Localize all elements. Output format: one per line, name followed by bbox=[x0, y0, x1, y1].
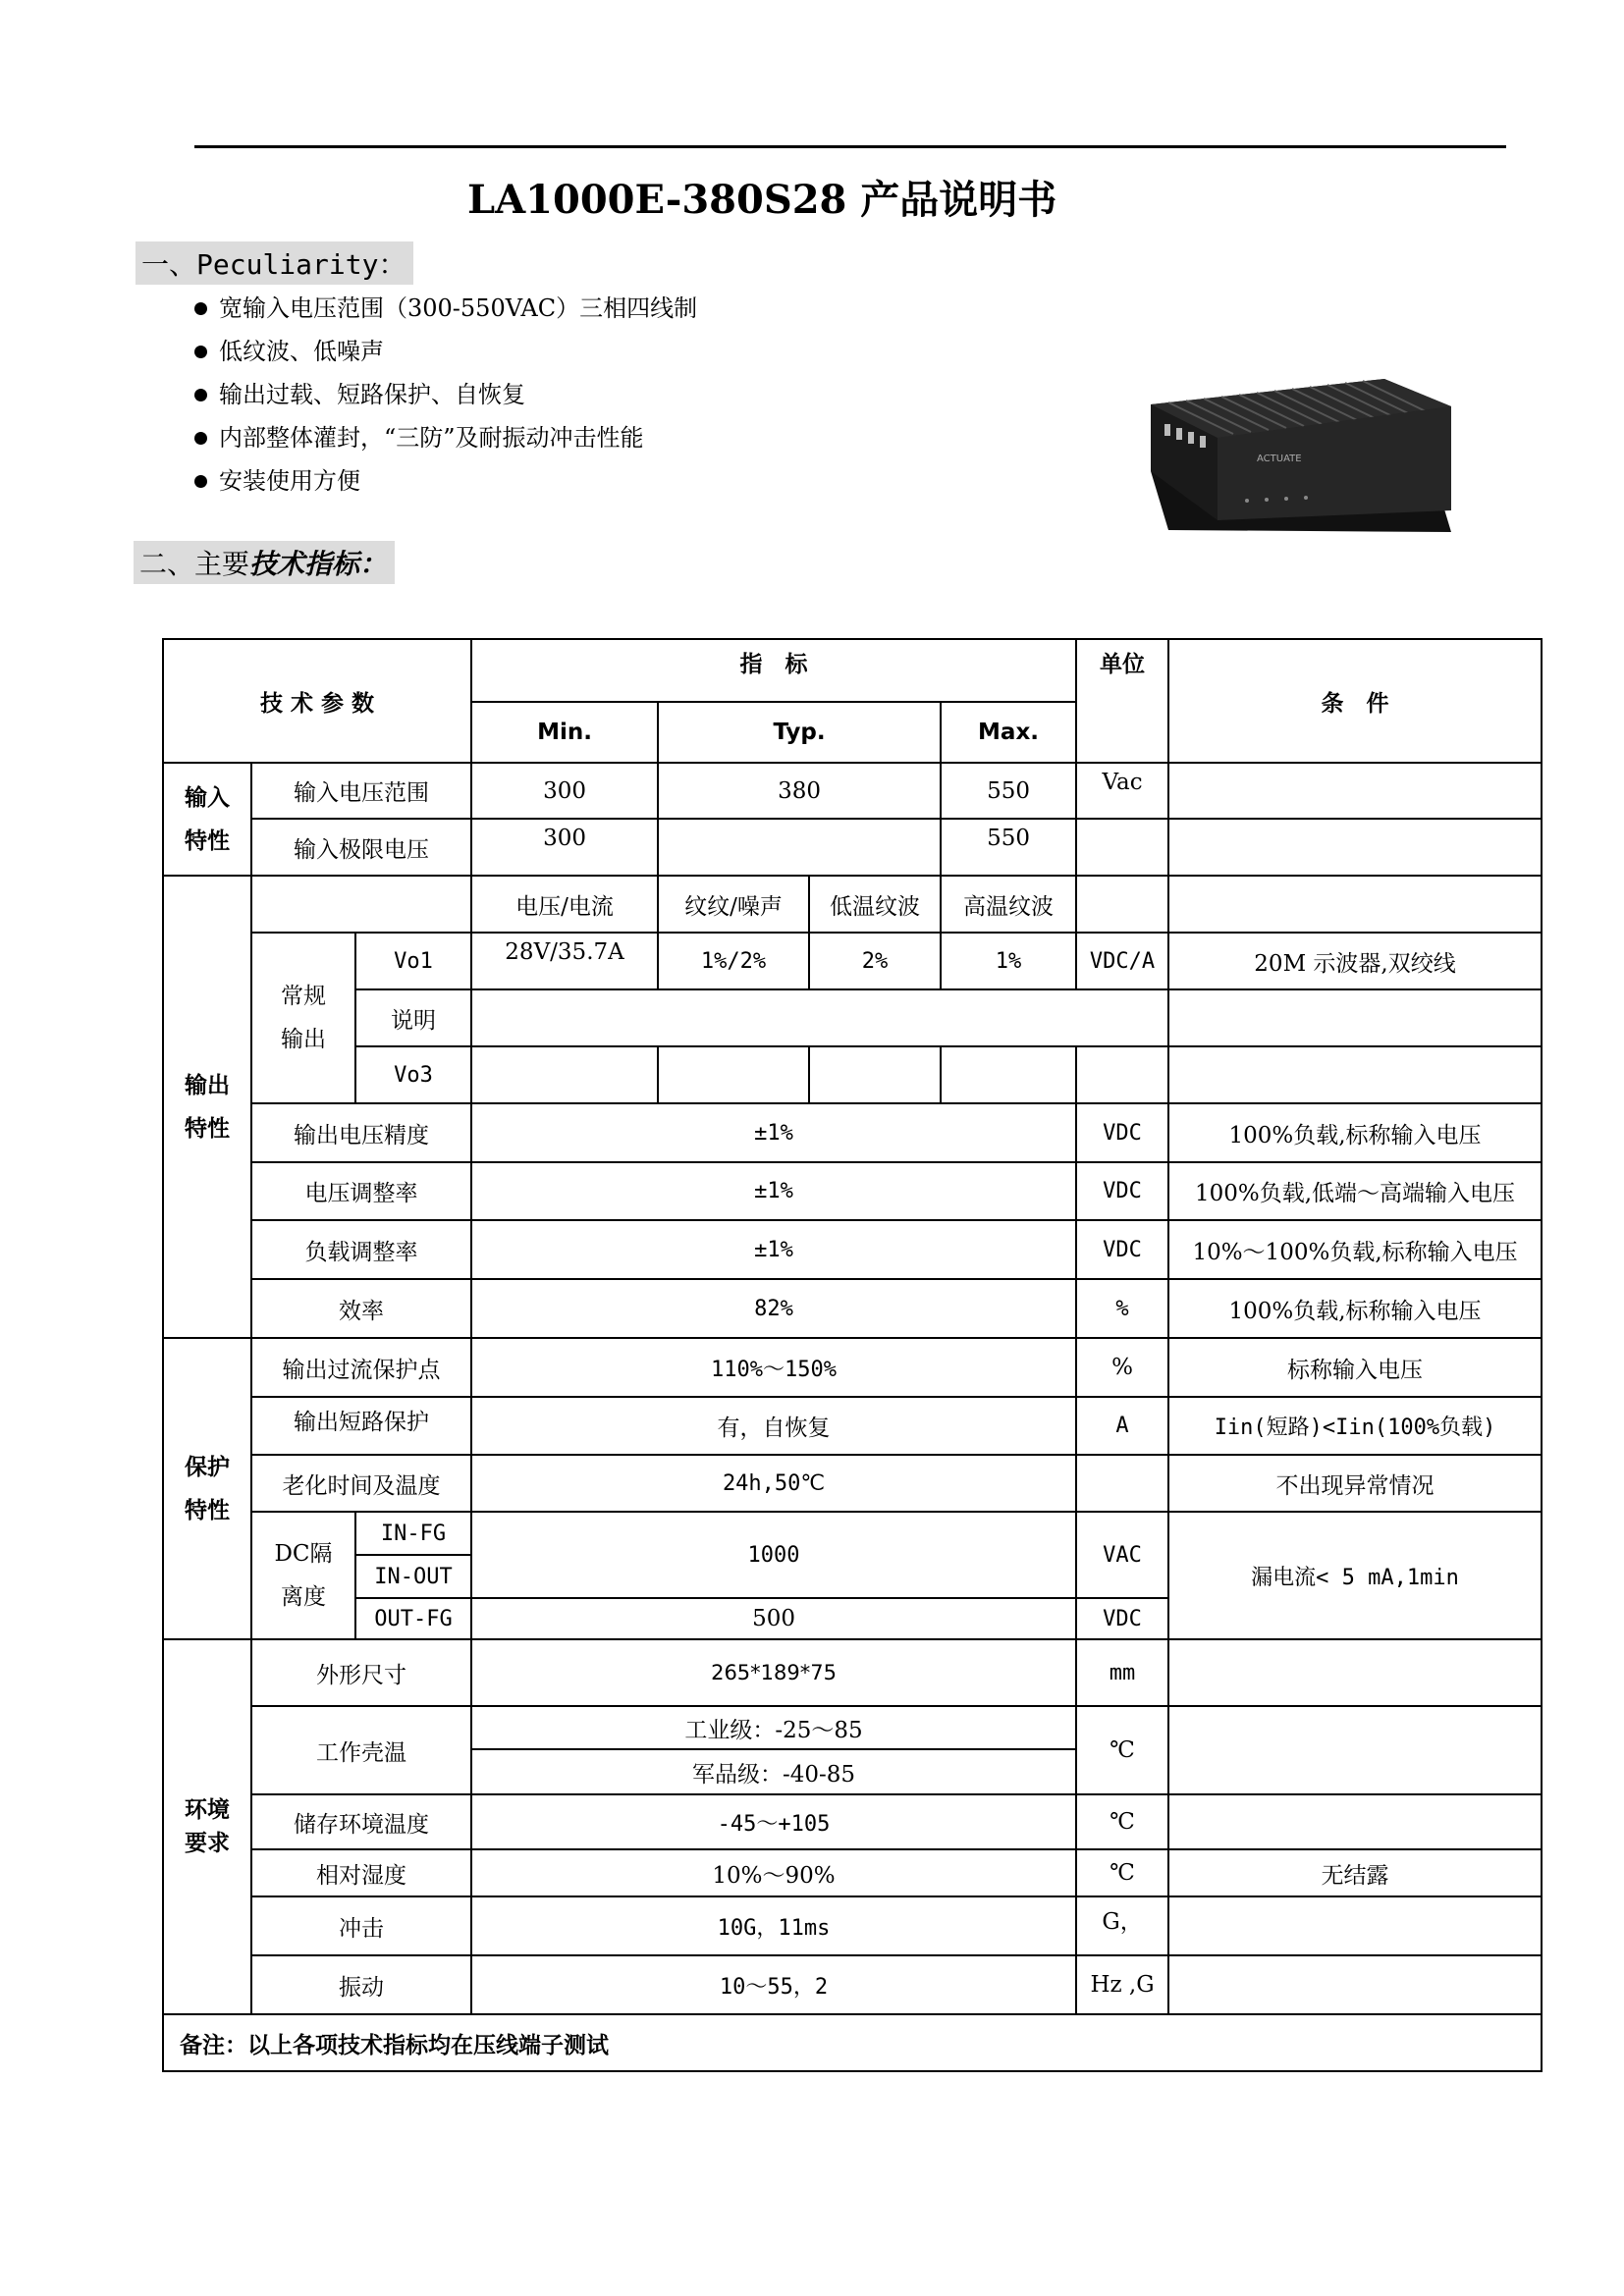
section-specs bbox=[134, 541, 395, 584]
feature-text: 低纹波、低噪声 bbox=[219, 338, 384, 365]
table-row bbox=[163, 1955, 1542, 2014]
cell-blank bbox=[251, 876, 471, 933]
vo1-high: 1% bbox=[941, 933, 1076, 989]
vo1-label: Vo1 bbox=[355, 933, 471, 989]
col-ripple-noise: 纹纹/噪声 bbox=[658, 876, 809, 933]
row-label: 电压调整率 bbox=[251, 1162, 471, 1220]
section-number: 一、 bbox=[141, 248, 197, 281]
in-out-label: IN-OUT bbox=[355, 1555, 471, 1598]
section-label: 技术指标： bbox=[249, 548, 388, 580]
header-unit: 单位 bbox=[1076, 639, 1168, 763]
row-label: 储存环境温度 bbox=[251, 1794, 471, 1849]
cell-unit: % bbox=[1076, 1279, 1168, 1338]
list-item bbox=[194, 416, 697, 459]
cell-cond: 不出现异常情况 bbox=[1168, 1455, 1542, 1512]
table-row bbox=[163, 1397, 1542, 1455]
bullet-icon bbox=[194, 475, 207, 488]
table-row bbox=[163, 1706, 1542, 1749]
cell-value: 82% bbox=[471, 1279, 1076, 1338]
row-label: 相对湿度 bbox=[251, 1849, 471, 1896]
row-label: 输出短路保护 bbox=[251, 1397, 471, 1455]
cell-unit: ℃ bbox=[1076, 1706, 1168, 1794]
feature-text: 安装使用方便 bbox=[219, 467, 360, 495]
cell-unit: ℃ bbox=[1076, 1794, 1168, 1849]
table-row bbox=[163, 876, 1542, 933]
group-environment: 环境 要求 bbox=[163, 1639, 251, 2014]
cell-value: 110%～150% bbox=[471, 1338, 1076, 1397]
cell-min: 300 bbox=[471, 763, 658, 819]
cell-cond: 100%负载,标称输入电压 bbox=[1168, 1279, 1542, 1338]
cell-unit bbox=[1076, 819, 1168, 876]
header-max: Max. bbox=[941, 702, 1076, 763]
row-label: 效率 bbox=[251, 1279, 471, 1338]
table-row bbox=[163, 1046, 1542, 1103]
vo1-cond: 20M 示波器,双绞线 bbox=[1168, 933, 1542, 989]
cell-value: 10G，11ms bbox=[471, 1896, 1076, 1955]
cell-value: 10～55，2 bbox=[471, 1955, 1076, 2014]
cell-blank bbox=[658, 1046, 809, 1103]
list-item bbox=[194, 373, 697, 416]
table-row bbox=[163, 819, 1542, 876]
cell-unit bbox=[1076, 1455, 1168, 1512]
cell-blank bbox=[809, 1046, 941, 1103]
cell-cond: 无结露 bbox=[1168, 1849, 1542, 1896]
vo3-label: Vo3 bbox=[355, 1046, 471, 1103]
cell-cond bbox=[1168, 763, 1542, 819]
cell-unit: ℃ bbox=[1076, 1849, 1168, 1896]
cell-cond: 标称输入电压 bbox=[1168, 1338, 1542, 1397]
row-label: 输出过流保护点 bbox=[251, 1338, 471, 1397]
cell-unit: Hz ,G bbox=[1076, 1955, 1168, 2014]
table-row bbox=[163, 1220, 1542, 1279]
table-row bbox=[163, 933, 1542, 989]
cell-max: 550 bbox=[941, 763, 1076, 819]
isolation-unit-2: VDC bbox=[1076, 1598, 1168, 1639]
group-input: 输入 特性 bbox=[163, 763, 251, 876]
row-label: 外形尺寸 bbox=[251, 1639, 471, 1706]
table-row bbox=[163, 1103, 1542, 1162]
col-low-temp-ripple: 低温纹波 bbox=[809, 876, 941, 933]
cell-value: 有，自恢复 bbox=[471, 1397, 1076, 1455]
bullet-icon bbox=[194, 302, 207, 315]
group-output: 输出 特性 bbox=[163, 876, 251, 1338]
cell-cond: 10%～100%负载,标称输入电压 bbox=[1168, 1220, 1542, 1279]
row-label: 老化时间及温度 bbox=[251, 1455, 471, 1512]
cell-cond bbox=[1168, 989, 1542, 1046]
cell-typ: 380 bbox=[658, 763, 941, 819]
isolation-value-1: 1000 bbox=[471, 1512, 1076, 1598]
cell-cond: 100%负载,标称输入电压 bbox=[1168, 1103, 1542, 1162]
section-label: Peculiarity： bbox=[196, 248, 406, 281]
feature-text: 内部整体灌封，“三防”及耐振动冲击性能 bbox=[219, 424, 644, 452]
table-row bbox=[163, 639, 1542, 702]
note-value bbox=[471, 989, 1168, 1046]
cell-value: 265*189*75 bbox=[471, 1639, 1076, 1706]
page-title: LA1000E-380S28 产品说明书 bbox=[467, 177, 1057, 223]
spec-table bbox=[162, 638, 1543, 2072]
table-row bbox=[163, 1794, 1542, 1849]
product-photo bbox=[1139, 363, 1463, 540]
vo1-low: 2% bbox=[809, 933, 941, 989]
table-row bbox=[163, 1279, 1542, 1338]
cell-blank bbox=[941, 1046, 1076, 1103]
list-item bbox=[194, 287, 697, 330]
cell-value: ±1% bbox=[471, 1103, 1076, 1162]
cell-unit: mm bbox=[1076, 1639, 1168, 1706]
note-label: 说明 bbox=[355, 989, 471, 1046]
isolation-label: DC隔 离度 bbox=[251, 1512, 355, 1639]
header-typ: Typ. bbox=[658, 702, 941, 763]
cell-cond: 100%负载,低端～高端输入电压 bbox=[1168, 1162, 1542, 1220]
header-min: Min. bbox=[471, 702, 658, 763]
cell-unit: VDC bbox=[1076, 1103, 1168, 1162]
isolation-cond: 漏电流< 5 mA,1min bbox=[1168, 1512, 1542, 1639]
header-index: 指 标 bbox=[471, 639, 1076, 702]
header-cond: 条 件 bbox=[1168, 639, 1542, 763]
table-row bbox=[163, 1455, 1542, 1512]
cell-cond bbox=[1168, 1955, 1542, 2014]
case-temp-military: 军品级：-40-85 bbox=[471, 1749, 1076, 1794]
case-temp-industrial: 工业级：-25～85 bbox=[471, 1706, 1076, 1749]
row-label: 输入电压范围 bbox=[251, 763, 471, 819]
feature-text: 宽输入电压范围（300-550VAC）三相四线制 bbox=[219, 294, 698, 322]
cell-value: ±1% bbox=[471, 1220, 1076, 1279]
list-item bbox=[194, 459, 697, 503]
cell-cond bbox=[1168, 819, 1542, 876]
table-row bbox=[163, 1512, 1542, 1555]
cell-value: ±1% bbox=[471, 1162, 1076, 1220]
cell-cond: Iin(短路)<Iin(100%负载) bbox=[1168, 1397, 1542, 1455]
table-row bbox=[163, 2014, 1542, 2071]
cell-blank bbox=[1076, 1046, 1168, 1103]
table-row bbox=[163, 1338, 1542, 1397]
normal-output-label: 常规 输出 bbox=[251, 933, 355, 1103]
cell-unit bbox=[1076, 876, 1168, 933]
isolation-value-2: 500 bbox=[471, 1598, 1076, 1639]
product-logo-text: ACTUATE bbox=[1257, 454, 1302, 464]
cell-min: 300 bbox=[471, 819, 658, 876]
table-row bbox=[163, 763, 1542, 819]
cell-cond bbox=[1168, 1794, 1542, 1849]
cell-unit: G， bbox=[1076, 1896, 1168, 1955]
feature-text: 输出过载、短路保护、自恢复 bbox=[219, 381, 525, 408]
cell-blank bbox=[1168, 1046, 1542, 1103]
cell-unit: VDC bbox=[1076, 1162, 1168, 1220]
out-fg-label: OUT-FG bbox=[355, 1598, 471, 1639]
cell-cond bbox=[1168, 1706, 1542, 1794]
col-voltage-current: 电压/电流 bbox=[471, 876, 658, 933]
col-high-temp-ripple: 高温纹波 bbox=[941, 876, 1076, 933]
top-rule bbox=[194, 145, 1506, 148]
cell-blank bbox=[471, 1046, 658, 1103]
vo1-unit: VDC/A bbox=[1076, 933, 1168, 989]
feature-list bbox=[194, 287, 697, 503]
cell-unit: Vac bbox=[1076, 763, 1168, 819]
cell-unit: VDC bbox=[1076, 1220, 1168, 1279]
cell-value: 10%～90% bbox=[471, 1849, 1076, 1896]
cell-unit: A bbox=[1076, 1397, 1168, 1455]
cell-value: 24h,50℃ bbox=[471, 1455, 1076, 1512]
table-footnote: 备注：以上各项技术指标均在压线端子测试 bbox=[163, 2014, 1542, 2071]
table-row bbox=[163, 1162, 1542, 1220]
cell-value: -45～+105 bbox=[471, 1794, 1076, 1849]
cell-cond bbox=[1168, 876, 1542, 933]
table-row bbox=[163, 1896, 1542, 1955]
bullet-icon bbox=[194, 346, 207, 358]
table-row bbox=[163, 1849, 1542, 1896]
row-label: 输出电压精度 bbox=[251, 1103, 471, 1162]
section-peculiarity bbox=[135, 241, 413, 285]
cell-typ bbox=[658, 819, 941, 876]
table-row bbox=[163, 1639, 1542, 1706]
cell-unit: % bbox=[1076, 1338, 1168, 1397]
cell-cond bbox=[1168, 1639, 1542, 1706]
cell-max: 550 bbox=[941, 819, 1076, 876]
cell-cond bbox=[1168, 1896, 1542, 1955]
bullet-icon bbox=[194, 432, 207, 445]
list-item bbox=[194, 330, 697, 373]
row-label: 输入极限电压 bbox=[251, 819, 471, 876]
vo1-ripple: 1%/2% bbox=[658, 933, 809, 989]
row-label: 工作壳温 bbox=[251, 1706, 471, 1794]
row-label: 负载调整率 bbox=[251, 1220, 471, 1279]
group-protection: 保护 特性 bbox=[163, 1338, 251, 1639]
isolation-unit-1: VAC bbox=[1076, 1512, 1168, 1598]
vo1-vi: 28V/35.7A bbox=[471, 933, 658, 989]
in-fg-label: IN-FG bbox=[355, 1512, 471, 1555]
bullet-icon bbox=[194, 389, 207, 401]
table-row bbox=[163, 989, 1542, 1046]
section-number: 二、主要 bbox=[139, 548, 250, 580]
row-label: 冲击 bbox=[251, 1896, 471, 1955]
header-param: 技 术 参 数 bbox=[163, 639, 471, 763]
row-label: 振动 bbox=[251, 1955, 471, 2014]
